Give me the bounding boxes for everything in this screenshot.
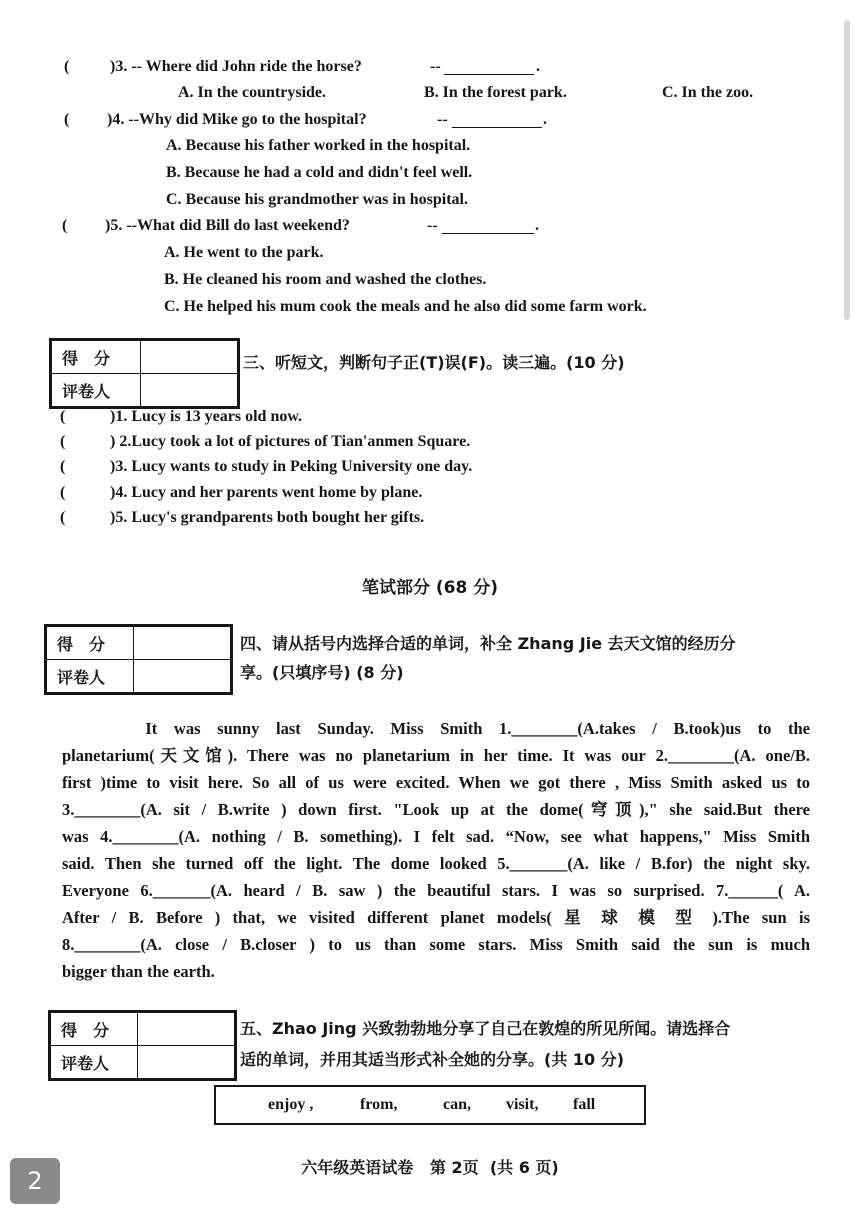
statement-text: )4. Lucy and her parents went home by plane. <box>110 484 423 501</box>
scrollbar[interactable] <box>844 20 850 320</box>
grader-label: 评卷人 <box>47 660 134 693</box>
passage-line: said. Then she turned off the light. The dome looked 5._______(A. like / B.for) the night sky. <box>62 854 810 873</box>
answer-paren: ( <box>64 111 70 128</box>
word-bank-item: fall <box>573 1096 596 1113</box>
word-bank-item: visit, <box>506 1096 539 1113</box>
answer-blank[interactable] <box>444 60 534 75</box>
answer-paren: ( <box>60 408 66 425</box>
answer-paren: ( <box>60 484 66 501</box>
answer-paren: ( <box>60 458 66 475</box>
period: . <box>543 111 547 128</box>
grader-cell[interactable] <box>134 660 231 693</box>
answer-dash: -- <box>437 111 448 128</box>
passage-line: Everyone 6._______(A. heard / B. saw ) the beautiful stars. I was so surprised. 7.______( A. <box>62 881 810 900</box>
answer-paren: ( <box>64 58 70 75</box>
answer-dash: -- <box>430 58 441 75</box>
option-b: B. Because he had a cold and didn't feel well. <box>166 164 473 181</box>
passage-line: 8.________(A. close / B.closer ) to us than some stars. Miss Smith said the sun is much <box>62 935 810 954</box>
question-text: )4. --Why did Mike go to the hospital? <box>107 111 367 128</box>
answer-dash: -- <box>427 217 438 234</box>
answer-blank[interactable] <box>452 113 542 128</box>
score-box <box>44 624 233 695</box>
page-number-badge[interactable]: 2 <box>10 1158 60 1204</box>
grader-label: 评卷人 <box>51 1046 138 1079</box>
answer-paren: ( <box>62 217 68 234</box>
question-text: )3. -- Where did John ride the horse? <box>110 58 362 75</box>
score-cell[interactable] <box>138 1013 235 1046</box>
statement-text: ) 2.Lucy took a lot of pictures of Tian'anmen Square. <box>110 433 471 450</box>
statement-text: )3. Lucy wants to study in Peking University one day. <box>110 458 473 475</box>
answer-paren: ( <box>60 433 66 450</box>
section4-heading-line2: 享。(只填序号) (8 分) <box>240 663 404 682</box>
answer-paren: ( <box>60 509 66 526</box>
option-a: A. In the countryside. <box>178 84 327 101</box>
period: . <box>536 58 540 75</box>
option-c: C. Because his grandmother was in hospital. <box>166 191 468 208</box>
passage-line: After / B. Before ) that, we visited different planet models( 星 球 模 型 ).The sun is <box>62 908 810 927</box>
section4-heading-line1: 四、请从括号内选择合适的单词，补全 Zhang Jie 去天文馆的经历分 <box>240 634 736 653</box>
option-c: C. In the zoo. <box>662 84 754 101</box>
passage-line: planetarium(天文馆). There was no planetarium in her time. It was our 2.________(A. one/B. <box>62 746 810 765</box>
answer-blank[interactable] <box>442 219 534 234</box>
section5-heading-line2: 适的单词，并用其适当形式补全她的分享。(共 10 分) <box>240 1050 625 1069</box>
written-part-title: 笔试部分 (68 分) <box>361 578 499 598</box>
question-text: )5. --What did Bill do last weekend? <box>105 217 350 234</box>
passage-line: was 4.________(A. nothing / B. something). I felt sad. “Now, see what happens," Miss Smith <box>62 827 810 846</box>
score-cell[interactable] <box>141 341 238 374</box>
score-label: 得 分 <box>51 1013 138 1046</box>
score-label: 得 分 <box>52 341 141 374</box>
statement-text: )1. Lucy is 13 years old now. <box>110 408 303 425</box>
option-a: A. Because his father worked in the hospital. <box>166 137 471 154</box>
grader-label: 评卷人 <box>52 374 141 407</box>
passage-line: 3.________(A. sit / B.write ) down first. "Look up at the dome(穹顶)," she said.But there <box>62 800 810 819</box>
section3-heading: 三、听短文，判断句子正(T)误(F)。读三遍。(10 分) <box>243 353 625 372</box>
section5-heading-line1: 五、Zhao Jing 兴致勃勃地分享了自己在敦煌的所见所闻。请选择合 <box>240 1019 731 1038</box>
page-footer: 六年级英语试卷 第 2页 (共 6 页) <box>301 1158 559 1177</box>
option-b: B. In the forest park. <box>424 84 567 101</box>
word-bank-item: enjoy , <box>268 1096 314 1113</box>
passage-line: It was sunny last Sunday. Miss Smith 1.________(A.takes / B.took)us to the <box>62 719 810 738</box>
section4-passage <box>62 715 810 985</box>
option-a: A. He went to the park. <box>164 244 324 261</box>
score-label: 得 分 <box>47 627 134 660</box>
statement-text: )5. Lucy's grandparents both bought her gifts. <box>110 509 425 526</box>
option-b: B. He cleaned his room and washed the clothes. <box>164 271 487 288</box>
passage-line: bigger than the earth. <box>62 962 215 981</box>
option-c: C. He helped his mum cook the meals and he also did some farm work. <box>164 298 647 315</box>
grader-cell[interactable] <box>138 1046 235 1079</box>
word-bank-item: from, <box>360 1096 398 1113</box>
word-bank-item: can, <box>443 1096 471 1113</box>
score-box <box>49 338 240 409</box>
period: . <box>535 217 539 234</box>
word-bank <box>214 1085 646 1125</box>
score-box <box>48 1010 237 1081</box>
score-cell[interactable] <box>134 627 231 660</box>
passage-line: first )time to visit here. So all of us were excited. When we got there , Miss Smith asked us to <box>62 773 810 792</box>
grader-cell[interactable] <box>141 374 238 407</box>
